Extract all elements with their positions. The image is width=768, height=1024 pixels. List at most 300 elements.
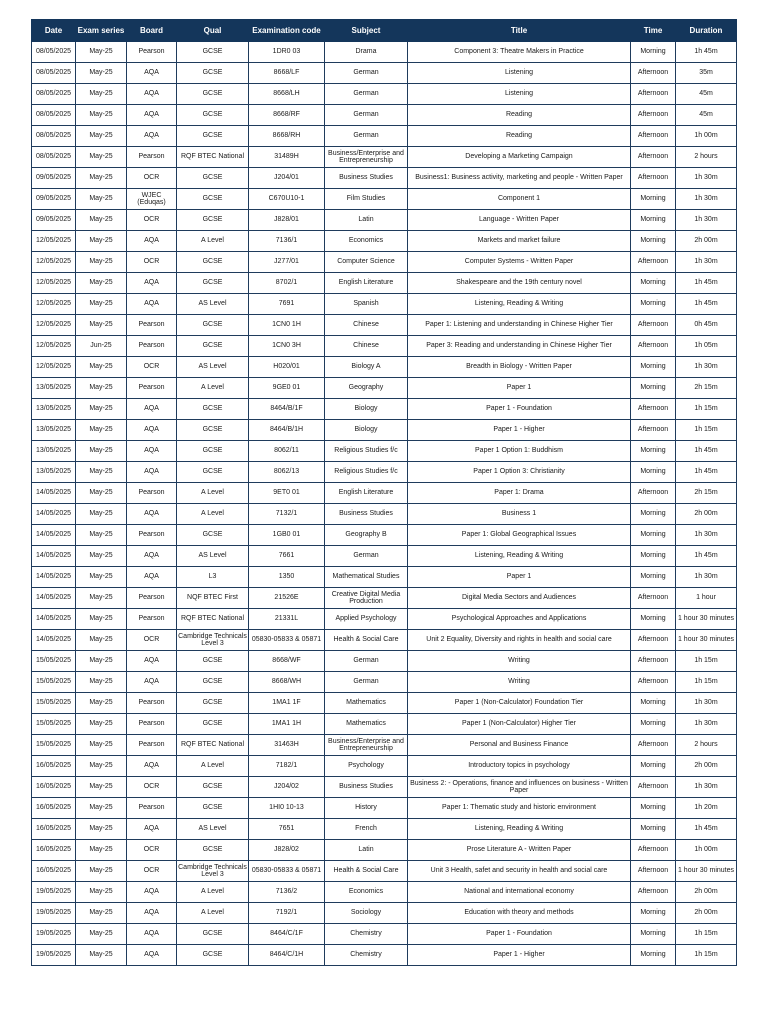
cell-subject: Sociology <box>325 903 408 924</box>
cell-board: OCR <box>127 168 177 189</box>
cell-qual: GCSE <box>177 399 249 420</box>
cell-board: AQA <box>127 882 177 903</box>
cell-date: 08/05/2025 <box>32 42 76 63</box>
cell-examination-code: J828/02 <box>249 840 325 861</box>
cell-date: 16/05/2025 <box>32 756 76 777</box>
cell-examination-code: 8668/RH <box>249 126 325 147</box>
cell-time: Morning <box>631 42 676 63</box>
cell-qual: A Level <box>177 231 249 252</box>
cell-duration: 1h 00m <box>676 126 737 147</box>
cell-board: AQA <box>127 84 177 105</box>
cell-duration: 1h 30m <box>676 525 737 546</box>
cell-date: 16/05/2025 <box>32 798 76 819</box>
table-row <box>32 798 737 819</box>
cell-board: OCR <box>127 861 177 882</box>
cell-title: Shakespeare and the 19th century novel <box>408 273 631 294</box>
cell-duration: 1h 30m <box>676 357 737 378</box>
cell-title: Listening, Reading & Writing <box>408 294 631 315</box>
cell-examination-code: 21331L <box>249 609 325 630</box>
cell-qual: GCSE <box>177 273 249 294</box>
cell-board: AQA <box>127 546 177 567</box>
cell-time: Afternoon <box>631 861 676 882</box>
cell-subject: Geography B <box>325 525 408 546</box>
cell-examination-code: 7182/1 <box>249 756 325 777</box>
exam-timetable <box>31 19 736 966</box>
cell-exam-series: May-25 <box>76 168 127 189</box>
cell-qual: GCSE <box>177 420 249 441</box>
cell-exam-series: May-25 <box>76 588 127 609</box>
cell-duration: 1h 15m <box>676 945 737 966</box>
cell-duration: 0h 45m <box>676 315 737 336</box>
cell-date: 15/05/2025 <box>32 693 76 714</box>
cell-exam-series: May-25 <box>76 630 127 651</box>
cell-examination-code: 8062/11 <box>249 441 325 462</box>
cell-qual: A Level <box>177 756 249 777</box>
cell-title: Computer Systems - Written Paper <box>408 252 631 273</box>
cell-duration: 1h 45m <box>676 273 737 294</box>
cell-board: AQA <box>127 231 177 252</box>
cell-qual: GCSE <box>177 798 249 819</box>
cell-qual: GCSE <box>177 462 249 483</box>
cell-exam-series: May-25 <box>76 672 127 693</box>
cell-title: Listening, Reading & Writing <box>408 819 631 840</box>
cell-exam-series: May-25 <box>76 147 127 168</box>
cell-title: Breadth in Biology - Written Paper <box>408 357 631 378</box>
cell-date: 16/05/2025 <box>32 819 76 840</box>
cell-board: OCR <box>127 630 177 651</box>
cell-exam-series: May-25 <box>76 189 127 210</box>
cell-exam-series: May-25 <box>76 756 127 777</box>
table-row <box>32 357 737 378</box>
header-qual: Qual <box>177 20 249 42</box>
cell-board: Pearson <box>127 735 177 756</box>
cell-exam-series: May-25 <box>76 210 127 231</box>
table-row <box>32 294 737 315</box>
cell-qual: Cambridge Technicals Level 3 <box>177 630 249 651</box>
cell-title: Paper 1 <box>408 567 631 588</box>
cell-subject: Business Studies <box>325 777 408 798</box>
cell-examination-code: 7136/2 <box>249 882 325 903</box>
header-subject: Subject <box>325 20 408 42</box>
cell-qual: A Level <box>177 483 249 504</box>
cell-examination-code: 7132/1 <box>249 504 325 525</box>
cell-exam-series: May-25 <box>76 525 127 546</box>
cell-qual: GCSE <box>177 336 249 357</box>
cell-board: WJEC (Eduqas) <box>127 189 177 210</box>
table-row <box>32 630 737 651</box>
cell-exam-series: May-25 <box>76 504 127 525</box>
cell-duration: 1h 30m <box>676 777 737 798</box>
cell-title: Developing a Marketing Campaign <box>408 147 631 168</box>
cell-exam-series: May-25 <box>76 714 127 735</box>
cell-title: Listening <box>408 63 631 84</box>
cell-title: Component 1 <box>408 189 631 210</box>
cell-board: AQA <box>127 567 177 588</box>
cell-qual: GCSE <box>177 945 249 966</box>
cell-date: 16/05/2025 <box>32 861 76 882</box>
cell-subject: Drama <box>325 42 408 63</box>
cell-examination-code: 7691 <box>249 294 325 315</box>
cell-date: 13/05/2025 <box>32 399 76 420</box>
cell-qual: RQF BTEC National <box>177 147 249 168</box>
cell-subject: Business Studies <box>325 168 408 189</box>
cell-date: 12/05/2025 <box>32 273 76 294</box>
table-row <box>32 672 737 693</box>
cell-board: AQA <box>127 294 177 315</box>
cell-time: Morning <box>631 945 676 966</box>
cell-board: Pearson <box>127 714 177 735</box>
cell-date: 09/05/2025 <box>32 168 76 189</box>
cell-board: AQA <box>127 126 177 147</box>
cell-duration: 2h 00m <box>676 756 737 777</box>
cell-examination-code: C670U10-1 <box>249 189 325 210</box>
cell-time: Afternoon <box>631 420 676 441</box>
table-row <box>32 882 737 903</box>
cell-exam-series: May-25 <box>76 924 127 945</box>
cell-title: Listening, Reading & Writing <box>408 546 631 567</box>
cell-board: AQA <box>127 105 177 126</box>
cell-examination-code: 8464/B/1F <box>249 399 325 420</box>
cell-duration: 45m <box>676 105 737 126</box>
cell-title: Paper 1 - Higher <box>408 420 631 441</box>
cell-duration: 1h 30m <box>676 168 737 189</box>
cell-examination-code: 31489H <box>249 147 325 168</box>
cell-date: 13/05/2025 <box>32 462 76 483</box>
cell-qual: GCSE <box>177 63 249 84</box>
cell-examination-code: 8062/13 <box>249 462 325 483</box>
cell-examination-code: 8668/RF <box>249 105 325 126</box>
cell-board: OCR <box>127 252 177 273</box>
cell-examination-code: J277/01 <box>249 252 325 273</box>
table-row <box>32 273 737 294</box>
cell-duration: 2h 00m <box>676 231 737 252</box>
cell-time: Afternoon <box>631 840 676 861</box>
cell-date: 12/05/2025 <box>32 315 76 336</box>
cell-exam-series: May-25 <box>76 945 127 966</box>
table-row <box>32 840 737 861</box>
cell-subject: Latin <box>325 210 408 231</box>
cell-title: Prose Literature A - Written Paper <box>408 840 631 861</box>
cell-board: AQA <box>127 672 177 693</box>
cell-board: AQA <box>127 441 177 462</box>
cell-qual: A Level <box>177 882 249 903</box>
cell-exam-series: May-25 <box>76 840 127 861</box>
table-row <box>32 714 737 735</box>
cell-date: 14/05/2025 <box>32 525 76 546</box>
table-row <box>32 420 737 441</box>
table-row <box>32 861 737 882</box>
cell-board: Pearson <box>127 315 177 336</box>
header-duration: Duration <box>676 20 737 42</box>
cell-time: Afternoon <box>631 105 676 126</box>
cell-title: Paper 1 - Higher <box>408 945 631 966</box>
cell-time: Morning <box>631 462 676 483</box>
cell-examination-code: J204/01 <box>249 168 325 189</box>
cell-date: 14/05/2025 <box>32 483 76 504</box>
cell-qual: RQF BTEC National <box>177 609 249 630</box>
cell-date: 12/05/2025 <box>32 357 76 378</box>
cell-board: AQA <box>127 504 177 525</box>
cell-exam-series: May-25 <box>76 252 127 273</box>
cell-board: AQA <box>127 819 177 840</box>
cell-qual: NQF BTEC First <box>177 588 249 609</box>
cell-duration: 1 hour 30 minutes <box>676 609 737 630</box>
cell-date: 08/05/2025 <box>32 105 76 126</box>
cell-qual: GCSE <box>177 210 249 231</box>
cell-duration: 2 hours <box>676 147 737 168</box>
cell-title: Paper 1 Option 1: Buddhism <box>408 441 631 462</box>
cell-duration: 1h 15m <box>676 399 737 420</box>
table-row <box>32 756 737 777</box>
table-row <box>32 315 737 336</box>
cell-duration: 2h 00m <box>676 882 737 903</box>
cell-board: AQA <box>127 651 177 672</box>
cell-title: Business 2: - Operations, finance and influences on business - Written Paper <box>408 777 631 798</box>
cell-time: Afternoon <box>631 651 676 672</box>
cell-exam-series: May-25 <box>76 861 127 882</box>
cell-duration: 2h 00m <box>676 504 737 525</box>
table-row <box>32 231 737 252</box>
table-row <box>32 399 737 420</box>
header-title: Title <box>408 20 631 42</box>
cell-duration: 1h 45m <box>676 546 737 567</box>
cell-date: 09/05/2025 <box>32 210 76 231</box>
cell-time: Morning <box>631 525 676 546</box>
table-row <box>32 546 737 567</box>
cell-subject: History <box>325 798 408 819</box>
cell-subject: Mathematics <box>325 693 408 714</box>
table-row <box>32 441 737 462</box>
cell-qual: AS Level <box>177 294 249 315</box>
cell-title: Reading <box>408 126 631 147</box>
cell-exam-series: May-25 <box>76 357 127 378</box>
cell-examination-code: H020/01 <box>249 357 325 378</box>
table-row <box>32 210 737 231</box>
cell-date: 09/05/2025 <box>32 189 76 210</box>
cell-qual: GCSE <box>177 189 249 210</box>
cell-subject: Biology A <box>325 357 408 378</box>
cell-date: 12/05/2025 <box>32 252 76 273</box>
cell-examination-code: 8464/B/1H <box>249 420 325 441</box>
cell-duration: 1h 20m <box>676 798 737 819</box>
cell-date: 14/05/2025 <box>32 546 76 567</box>
cell-exam-series: May-25 <box>76 378 127 399</box>
cell-time: Morning <box>631 924 676 945</box>
cell-board: Pearson <box>127 336 177 357</box>
table-row <box>32 462 737 483</box>
cell-qual: GCSE <box>177 672 249 693</box>
cell-duration: 1h 30m <box>676 693 737 714</box>
cell-qual: AS Level <box>177 357 249 378</box>
cell-exam-series: May-25 <box>76 651 127 672</box>
cell-subject: German <box>325 672 408 693</box>
cell-duration: 1h 45m <box>676 462 737 483</box>
cell-examination-code: 1350 <box>249 567 325 588</box>
cell-duration: 1 hour 30 minutes <box>676 861 737 882</box>
cell-examination-code: 05830-05833 & 05871 <box>249 630 325 651</box>
cell-exam-series: May-25 <box>76 420 127 441</box>
table-row <box>32 63 737 84</box>
cell-subject: Psychology <box>325 756 408 777</box>
cell-time: Morning <box>631 546 676 567</box>
cell-time: Afternoon <box>631 399 676 420</box>
cell-time: Afternoon <box>631 147 676 168</box>
cell-date: 16/05/2025 <box>32 777 76 798</box>
cell-subject: Religious Studies f/c <box>325 462 408 483</box>
cell-subject: Film Studies <box>325 189 408 210</box>
cell-qual: GCSE <box>177 714 249 735</box>
table-row <box>32 777 737 798</box>
cell-board: Pearson <box>127 798 177 819</box>
cell-examination-code: J204/02 <box>249 777 325 798</box>
cell-subject: Business Studies <box>325 504 408 525</box>
cell-title: Paper 1: Listening and understanding in Chinese Higher Tier <box>408 315 631 336</box>
cell-title: Paper 1 Option 3: Christianity <box>408 462 631 483</box>
cell-board: Pearson <box>127 378 177 399</box>
cell-duration: 1h 45m <box>676 441 737 462</box>
cell-duration: 45m <box>676 84 737 105</box>
cell-time: Afternoon <box>631 336 676 357</box>
cell-qual: GCSE <box>177 441 249 462</box>
table-row <box>32 189 737 210</box>
cell-exam-series: May-25 <box>76 399 127 420</box>
cell-title: Language - Written Paper <box>408 210 631 231</box>
cell-qual: GCSE <box>177 315 249 336</box>
header-row <box>32 20 737 42</box>
cell-title: Paper 1: Drama <box>408 483 631 504</box>
cell-subject: Business/Enterprise and Entrepreneurship <box>325 735 408 756</box>
cell-subject: Economics <box>325 882 408 903</box>
cell-examination-code: 8668/WH <box>249 672 325 693</box>
cell-board: Pearson <box>127 693 177 714</box>
cell-title: Paper 3: Reading and understanding in Chinese Higher Tier <box>408 336 631 357</box>
cell-board: AQA <box>127 399 177 420</box>
header-exam-series: Exam series <box>76 20 127 42</box>
cell-time: Morning <box>631 294 676 315</box>
cell-examination-code: 8464/C/1H <box>249 945 325 966</box>
cell-date: 13/05/2025 <box>32 378 76 399</box>
cell-qual: GCSE <box>177 840 249 861</box>
cell-subject: Health & Social Care <box>325 630 408 651</box>
cell-subject: German <box>325 84 408 105</box>
cell-date: 08/05/2025 <box>32 147 76 168</box>
cell-title: National and international economy <box>408 882 631 903</box>
cell-board: OCR <box>127 357 177 378</box>
cell-subject: English Literature <box>325 483 408 504</box>
cell-qual: L3 <box>177 567 249 588</box>
cell-title: Reading <box>408 105 631 126</box>
cell-board: Pearson <box>127 525 177 546</box>
cell-time: Afternoon <box>631 735 676 756</box>
cell-title: Paper 1 - Foundation <box>408 399 631 420</box>
cell-examination-code: 1MA1 1F <box>249 693 325 714</box>
cell-exam-series: May-25 <box>76 462 127 483</box>
table-row <box>32 945 737 966</box>
cell-examination-code: 9ET0 01 <box>249 483 325 504</box>
cell-duration: 1h 15m <box>676 651 737 672</box>
cell-duration: 1h 45m <box>676 294 737 315</box>
table-row <box>32 504 737 525</box>
cell-qual: AS Level <box>177 546 249 567</box>
cell-qual: GCSE <box>177 693 249 714</box>
cell-title: Markets and market failure <box>408 231 631 252</box>
cell-examination-code: 1MA1 1H <box>249 714 325 735</box>
cell-board: Pearson <box>127 588 177 609</box>
cell-examination-code: J828/01 <box>249 210 325 231</box>
cell-board: AQA <box>127 462 177 483</box>
cell-time: Afternoon <box>631 315 676 336</box>
cell-subject: Biology <box>325 420 408 441</box>
cell-duration: 1h 45m <box>676 42 737 63</box>
timetable-table <box>31 19 737 966</box>
table-row <box>32 105 737 126</box>
cell-exam-series: May-25 <box>76 693 127 714</box>
cell-qual: A Level <box>177 378 249 399</box>
cell-qual: GCSE <box>177 168 249 189</box>
table-row <box>32 819 737 840</box>
cell-date: 19/05/2025 <box>32 924 76 945</box>
cell-subject: German <box>325 63 408 84</box>
cell-examination-code: 1DR0 03 <box>249 42 325 63</box>
cell-date: 15/05/2025 <box>32 714 76 735</box>
cell-title: Listening <box>408 84 631 105</box>
cell-qual: GCSE <box>177 126 249 147</box>
cell-time: Morning <box>631 798 676 819</box>
cell-time: Morning <box>631 609 676 630</box>
cell-duration: 2h 15m <box>676 483 737 504</box>
cell-qual: GCSE <box>177 105 249 126</box>
header-board: Board <box>127 20 177 42</box>
cell-time: Morning <box>631 567 676 588</box>
cell-duration: 1h 15m <box>676 420 737 441</box>
table-row <box>32 126 737 147</box>
table-row <box>32 336 737 357</box>
cell-title: Psychological Approaches and Applications <box>408 609 631 630</box>
cell-examination-code: 31463H <box>249 735 325 756</box>
cell-examination-code: 1GB0 01 <box>249 525 325 546</box>
cell-time: Morning <box>631 903 676 924</box>
cell-subject: Computer Science <box>325 252 408 273</box>
cell-subject: Spanish <box>325 294 408 315</box>
header-examination-code: Examination code <box>249 20 325 42</box>
cell-title: Paper 1: Global Geographical Issues <box>408 525 631 546</box>
cell-qual: AS Level <box>177 819 249 840</box>
cell-board: Pearson <box>127 42 177 63</box>
cell-subject: Applied Psychology <box>325 609 408 630</box>
cell-time: Morning <box>631 819 676 840</box>
cell-examination-code: 9GE0 01 <box>249 378 325 399</box>
cell-time: Morning <box>631 189 676 210</box>
cell-title: Paper 1 <box>408 378 631 399</box>
cell-date: 12/05/2025 <box>32 231 76 252</box>
cell-duration: 1h 30m <box>676 210 737 231</box>
cell-board: AQA <box>127 756 177 777</box>
cell-time: Afternoon <box>631 777 676 798</box>
cell-duration: 1h 15m <box>676 672 737 693</box>
cell-board: OCR <box>127 840 177 861</box>
cell-qual: RQF BTEC National <box>177 735 249 756</box>
cell-examination-code: 7136/1 <box>249 231 325 252</box>
cell-duration: 2h 00m <box>676 903 737 924</box>
cell-examination-code: 21526E <box>249 588 325 609</box>
cell-duration: 1h 30m <box>676 567 737 588</box>
cell-title: Paper 1: Thematic study and historic environment <box>408 798 631 819</box>
cell-qual: GCSE <box>177 924 249 945</box>
cell-exam-series: May-25 <box>76 273 127 294</box>
cell-examination-code: 7192/1 <box>249 903 325 924</box>
cell-time: Morning <box>631 504 676 525</box>
cell-examination-code: 05830-05833 & 05871 <box>249 861 325 882</box>
